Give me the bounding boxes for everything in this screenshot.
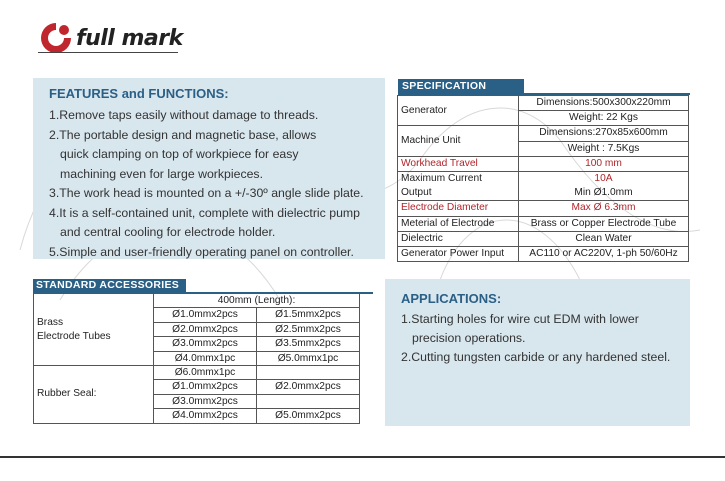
spec-label: Machine Unit: [398, 126, 519, 156]
features-title: FEATURES and FUNCTIONS:: [49, 86, 229, 101]
table-row: [34, 366, 360, 380]
spec-row: [398, 216, 689, 231]
table-cell: Ø3.5mmx2pcs: [257, 337, 360, 351]
brass-electrode-label: Brass Electrode Tubes: [34, 294, 154, 366]
applications-panel: [385, 279, 690, 426]
specification-title: SPECIFICATION: [398, 79, 524, 93]
spec-row: [398, 247, 689, 262]
spec-value: Weight: 22 Kgs: [519, 111, 689, 126]
application-line: 1.Starting holes for wire cut EDM with lower: [401, 312, 639, 326]
spec-label: Generator Power Input: [398, 247, 519, 262]
table-cell: Ø1.5mmx2pcs: [257, 308, 360, 322]
table-cell: Ø4.0mmx1pc: [154, 351, 257, 365]
table-cell: Ø5.0mmx1pc: [257, 351, 360, 365]
logo-underline: [38, 52, 178, 53]
spec-label: Workhead Travel: [398, 156, 519, 171]
spec-row: [398, 126, 689, 141]
table-cell: [257, 394, 360, 408]
table-cell: Ø3.0mmx2pcs: [154, 394, 257, 408]
spec-value: Clean Water: [519, 231, 689, 246]
accessories-title: STANDARD ACCESSORIES: [33, 279, 186, 292]
spec-label: Dielectric: [398, 231, 519, 246]
spec-value: Dimensions:270x85x600mm: [519, 126, 689, 141]
table-cell: Ø2.0mmx2pcs: [257, 380, 360, 394]
brand-name: full mark: [76, 25, 183, 51]
application-line: precision operations.: [412, 331, 526, 345]
table-cell: Ø4.0mmx2pcs: [154, 409, 257, 423]
accessories-table: [33, 293, 360, 424]
spec-label: Output: [398, 186, 519, 201]
spec-value: Dimensions:500x300x220mm: [519, 96, 689, 111]
spec-value: Max Ø 6.3mm: [519, 201, 689, 216]
specification-table: [397, 95, 689, 262]
logo-letter: M: [50, 36, 60, 47]
spec-value: AC110 or AC220V, 1-ph 50/60Hz: [519, 247, 689, 262]
spec-label: Electrode Diameter: [398, 201, 519, 216]
table-cell: Ø2.5mmx2pcs: [257, 322, 360, 336]
rubber-seal-label: Rubber Seal:: [34, 366, 154, 424]
features-panel: [33, 78, 385, 259]
table-cell: Ø3.0mmx2pcs: [154, 337, 257, 351]
spec-row: [398, 186, 689, 201]
spec-row: [398, 172, 689, 187]
spec-value: 10A: [519, 172, 689, 187]
feature-line: 5.Simple and user-friendly operating panel on controller.: [49, 244, 354, 259]
table-cell: [257, 366, 360, 380]
table-cell: Ø1.0mmx2pcs: [154, 308, 257, 322]
applications-list: [401, 310, 670, 367]
spec-row: [398, 201, 689, 216]
spec-row: [398, 96, 689, 111]
spec-row: [398, 231, 689, 246]
table-cell: Ø6.0mmx1pc: [154, 366, 257, 380]
table-row: [34, 294, 360, 308]
spec-row: [398, 156, 689, 171]
application-line: 2.Cutting tungsten carbide or any hardened steel.: [401, 350, 671, 364]
length-header: 400mm (Length):: [154, 294, 360, 308]
feature-line: machining even for large workpieces.: [60, 166, 264, 181]
spec-value: Weight : 7.5Kgs: [519, 141, 689, 156]
table-cell: Ø2.0mmx2pcs: [154, 322, 257, 336]
feature-line: 2.The portable design and magnetic base, allows: [49, 127, 317, 142]
table-cell: Ø5.0mmx2pcs: [257, 409, 360, 423]
spec-value: Min Ø1.0mm: [519, 186, 689, 201]
spec-value: Brass or Copper Electrode Tube: [519, 216, 689, 231]
feature-line: and central cooling for electrode holder.: [60, 225, 276, 239]
spec-label: Meterial of Electrode: [398, 216, 519, 231]
full-mark-logo-icon: [38, 20, 74, 56]
spec-value: 100 mm: [519, 156, 689, 171]
feature-line: 4.It is a self-contained unit, complete with dielectric pump: [49, 205, 360, 220]
spec-label: Generator: [398, 96, 519, 126]
feature-line: quick clamping on top of workpiece for easy: [60, 147, 299, 161]
applications-title: APPLICATIONS:: [401, 291, 502, 306]
table-cell: Ø1.0mmx2pcs: [154, 380, 257, 394]
features-list: [49, 106, 389, 262]
feature-line: 3.The work head is mounted on a +/-30º angle slide plate.: [49, 186, 364, 200]
spec-label: Maximum Current: [398, 172, 519, 187]
brand-logo: [38, 20, 183, 56]
footer-rule: [0, 456, 725, 458]
feature-line: 1.Remove taps easily without damage to threads.: [49, 108, 319, 122]
